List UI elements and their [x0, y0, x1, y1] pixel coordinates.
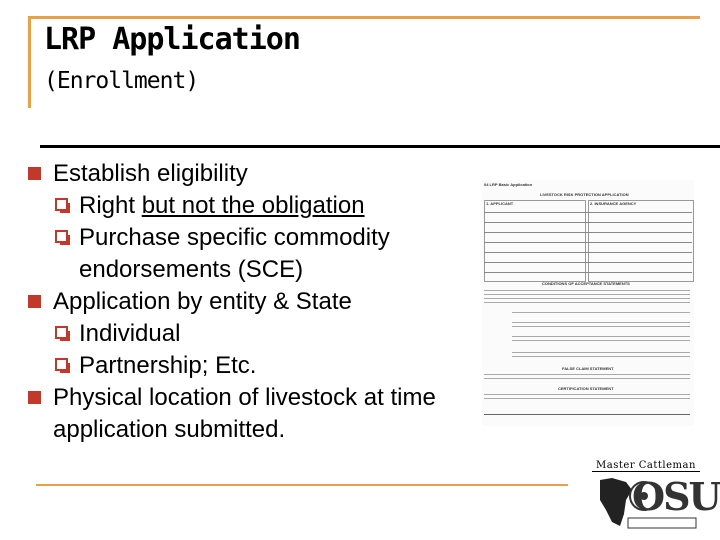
footer-divider [36, 484, 568, 486]
logo-osu-text: OSU [632, 474, 720, 519]
form-header-title: LIVESTOCK RISK PROTECTION APPLICATION [540, 192, 629, 197]
sub-bullet-item [28, 190, 448, 222]
square-bullet-icon [28, 295, 41, 308]
square-bullet-icon [28, 167, 41, 180]
bullet-text: Application by entity & State [53, 288, 352, 315]
checkbox-bullet-icon [55, 326, 68, 339]
bullet-item [28, 382, 448, 446]
bullet-list [28, 158, 448, 446]
form-section-applicant: 1. APPLICANT [486, 201, 514, 206]
sub-bullet-text: Right [79, 192, 142, 219]
bullet-item [28, 158, 448, 190]
slide-subtitle: (Enrollment) [44, 68, 199, 94]
form-section-agency: 2. INSURANCE AGENCY [590, 201, 637, 206]
sub-bullet-text: Individual [79, 320, 181, 347]
checkbox-bullet-icon [55, 230, 68, 243]
bullet-item [28, 286, 448, 318]
checkbox-bullet-icon [55, 198, 68, 211]
form-conditions-heading: CONDITIONS OF ACCEPTANCE STATEMENTS [542, 281, 630, 286]
sub-bullet-text: Partnership; Etc. [79, 352, 257, 379]
form-false-claim-heading: FALSE CLAIM STATEMENT [562, 366, 614, 371]
sub-bullet-text: Purchase specific commodity endorsements (SCE) [79, 224, 390, 283]
form-header-left: 04 LRP Basic Application [484, 182, 533, 187]
square-bullet-icon [28, 391, 41, 404]
sub-bullet-underlined-text: but not the obligation [141, 192, 365, 219]
form-certification-heading: CERTIFICATION STATEMENT [558, 386, 614, 391]
bullet-text: Establish eligibility [53, 160, 248, 187]
application-form-image [482, 180, 694, 426]
title-divider [40, 145, 720, 148]
sub-bullet-item [28, 350, 448, 382]
sub-bullet-item [28, 222, 448, 286]
sub-bullet-item [28, 318, 448, 350]
slide-title: LRP Application [44, 22, 300, 57]
bullet-text: Physical location of livestock at time application submitted. [53, 384, 436, 443]
checkbox-bullet-icon [55, 358, 68, 371]
logo-text: Master Cattleman [592, 460, 700, 472]
master-cattleman-osu-logo [592, 460, 720, 530]
